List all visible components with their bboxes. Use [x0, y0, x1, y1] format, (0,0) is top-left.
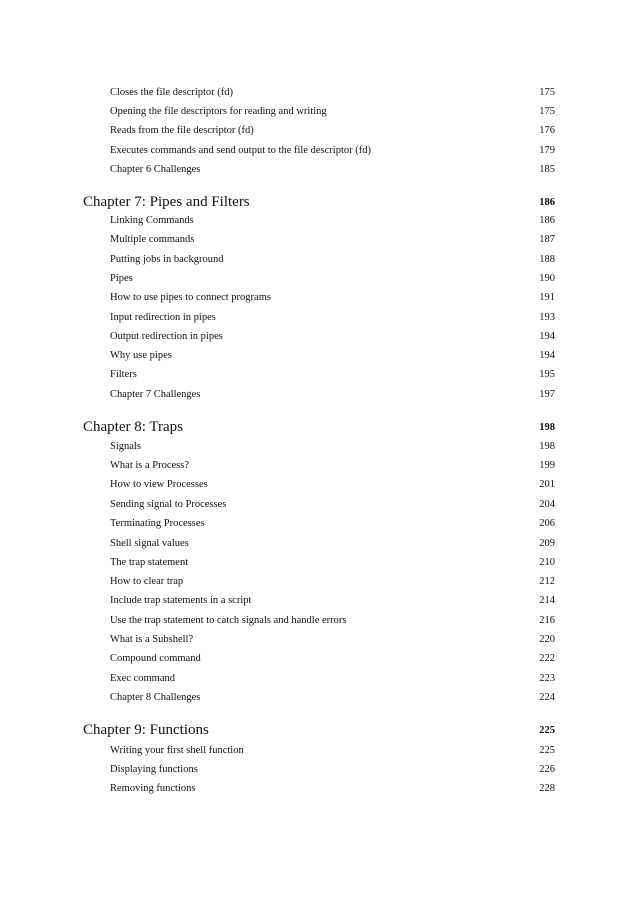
page-number: 209: [539, 538, 555, 549]
entry-title: Displaying functions: [110, 764, 198, 775]
page-number: 175: [539, 87, 555, 98]
toc-entry: [110, 271, 555, 287]
page-number: 225: [539, 725, 555, 736]
entry-title: What is a Subshell?: [110, 634, 194, 645]
chapter-title: Chapter 9: Functions: [83, 722, 209, 738]
page-number: 176: [539, 125, 555, 136]
page-number: 198: [539, 441, 555, 452]
page-number: 224: [539, 692, 555, 703]
entry-title: Removing functions: [110, 783, 196, 794]
toc-entry: [110, 574, 555, 590]
entry-title: Chapter 8 Challenges: [110, 692, 201, 703]
toc-entry: [110, 690, 555, 706]
page-number: 195: [539, 369, 555, 380]
entry-title: Why use pipes: [110, 350, 172, 361]
entry-title: How to view Processes: [110, 479, 208, 490]
page-number: 194: [539, 350, 555, 361]
toc-entry: [110, 85, 555, 101]
entry-title: Chapter 7 Challenges: [110, 389, 201, 400]
toc-entry: [110, 232, 555, 248]
toc-entry: [110, 651, 555, 667]
entry-title: Writing your first shell function: [110, 745, 244, 756]
entry-title: Filters: [110, 369, 137, 380]
toc-entry: [110, 387, 555, 403]
page-number: 175: [539, 106, 555, 117]
entry-title: Linking Commands: [110, 215, 194, 226]
entry-title: Exec command: [110, 673, 176, 684]
toc-entry: [110, 290, 555, 306]
page-number: 194: [539, 331, 555, 342]
entry-title: Shell signal values: [110, 538, 189, 549]
toc-entry: [110, 762, 555, 778]
toc-entry: [110, 162, 555, 178]
entry-title: Putting jobs in background: [110, 254, 224, 265]
entry-title: Sending signal to Processes: [110, 499, 227, 510]
page-number: 210: [539, 557, 555, 568]
entry-title: Include trap statements in a script: [110, 595, 252, 606]
page-number: 199: [539, 460, 555, 471]
page-number: 228: [539, 783, 555, 794]
toc-entry: [110, 439, 555, 455]
toc-entry: [110, 143, 555, 159]
toc-entry: [110, 348, 555, 364]
page-number: 190: [539, 273, 555, 284]
entry-title: Multiple commands: [110, 234, 195, 245]
page-number: 206: [539, 518, 555, 529]
chapter-heading: [83, 416, 555, 438]
page-number: 187: [539, 234, 555, 245]
page-number: 188: [539, 254, 555, 265]
entry-title: Use the trap statement to catch signals and handle errors: [110, 615, 347, 626]
page-number: 223: [539, 673, 555, 684]
toc-entry: [110, 632, 555, 648]
entry-title: How to use pipes to connect programs: [110, 292, 271, 303]
entry-title: The trap statement: [110, 557, 189, 568]
toc-entry: [110, 593, 555, 609]
toc-entry: [110, 743, 555, 759]
toc-entry: [110, 213, 555, 229]
chapter-title: Chapter 7: Pipes and Filters: [83, 194, 250, 210]
entry-title: Input redirection in pipes: [110, 312, 216, 323]
toc-entry: [110, 104, 555, 120]
page-number: 185: [539, 164, 555, 175]
toc-entry: [110, 613, 555, 629]
toc-entry: [110, 536, 555, 552]
toc-entry: [110, 458, 555, 474]
toc-entry: [110, 252, 555, 268]
entry-title: What is a Process?: [110, 460, 190, 471]
page-number: 201: [539, 479, 555, 490]
entry-title: Output redirection in pipes: [110, 331, 223, 342]
entry-title: Compound command: [110, 653, 201, 664]
toc-entry: [110, 367, 555, 383]
entry-title: Pipes: [110, 273, 133, 284]
entry-title: Opening the file descriptors for reading and writing: [110, 106, 327, 117]
page-number: 216: [539, 615, 555, 626]
page-number: 225: [539, 745, 555, 756]
toc-entry: [110, 516, 555, 532]
page-number: 193: [539, 312, 555, 323]
toc-entry: [110, 477, 555, 493]
page-number: 186: [539, 215, 555, 226]
page-number: 214: [539, 595, 555, 606]
page-number: 220: [539, 634, 555, 645]
page-number: 186: [539, 197, 555, 208]
toc-entry: [110, 329, 555, 345]
toc-entry: [110, 671, 555, 687]
entry-title: How to clear trap: [110, 576, 184, 587]
entry-title: Reads from the file descriptor (fd): [110, 125, 254, 136]
entry-title: Terminating Processes: [110, 518, 205, 529]
page-number: 197: [539, 389, 555, 400]
toc-entry: [110, 781, 555, 797]
toc-entry: [110, 123, 555, 139]
toc-entry: [110, 497, 555, 513]
page-number: 198: [539, 422, 555, 433]
page-number: 179: [539, 145, 555, 156]
chapter-heading: [83, 191, 555, 213]
entry-title: Signals: [110, 441, 141, 452]
chapter-heading: [83, 719, 555, 741]
page-number: 212: [539, 576, 555, 587]
toc-entry: [110, 555, 555, 571]
toc-entry: [110, 310, 555, 326]
entry-title: Closes the file descriptor (fd): [110, 87, 234, 98]
page-number: 191: [539, 292, 555, 303]
entry-title: Chapter 6 Challenges: [110, 164, 201, 175]
chapter-title: Chapter 8: Traps: [83, 419, 184, 435]
entry-title: Executes commands and send output to the file descriptor (fd): [110, 145, 371, 156]
page-number: 204: [539, 499, 555, 510]
page-number: 222: [539, 653, 555, 664]
page-number: 226: [539, 764, 555, 775]
